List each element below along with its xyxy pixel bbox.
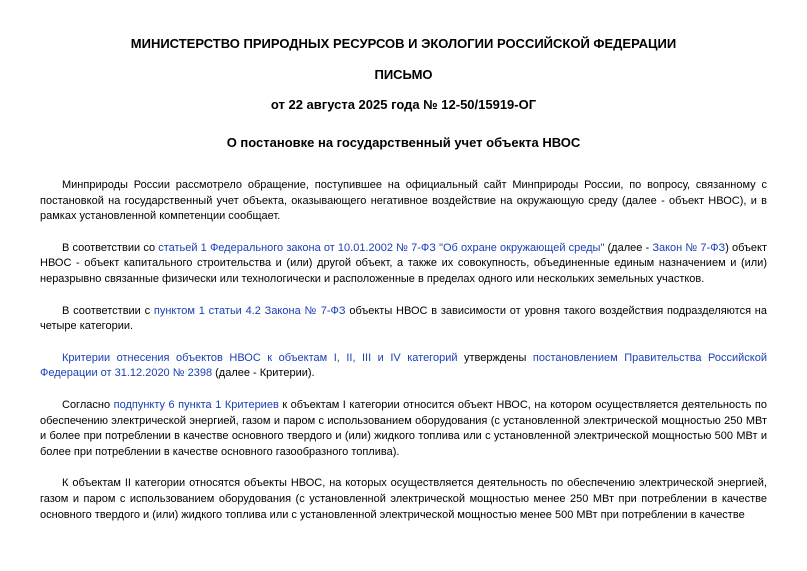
paragraph-5: [40, 398, 767, 460]
paragraph-6: [40, 476, 767, 523]
paragraph-5-text-2: к объектам I категории относится объект НВОС, на котором осуществляется деятельность по обеспечению электрической энергией, газом и паром с использованием оборудования (с установленной электрической мощностью 250 МВт и более при потреблении в качестве основного твердого и (или) жидкого топлива или с установленной электрической мощностью 500 МВт и более при потреблении в качестве основного газообразного топлива).: [40, 398, 768, 458]
paragraph-4: [40, 351, 767, 382]
paragraph-3: [40, 304, 767, 335]
paragraph-1: [40, 178, 767, 225]
document-body: [40, 35, 767, 523]
paragraph-4-text-2: (далее - Критерии).: [212, 367, 315, 380]
document-type: ПИСЬМО: [374, 67, 433, 82]
paragraph-6-text: К объектам II категории относятся объекты НВОС, на которых осуществляется деятельность по обеспечению электрической энергией, газом и паром с использованием оборудования (с установленной электрической мощностью менее 250 МВт при потреблении в качестве основного твердого и (или) жидкого топлива или с установленной электрической мощностью менее 500 МВт при потреблении в качестве: [40, 477, 767, 521]
law-7fz-link[interactable]: Закон № 7-ФЗ: [652, 241, 726, 254]
document-date-number: от 22 августа 2025 года № 12-50/15919-ОГ: [270, 97, 537, 112]
ministry-heading: МИНИСТЕРСТВО ПРИРОДНЫХ РЕСУРСОВ И ЭКОЛОГИИ РОССИЙСКОЙ ФЕДЕРАЦИИ: [130, 36, 677, 51]
law-article-1-link[interactable]: статьей 1 Федерального закона от 10.01.2002 № 7-ФЗ "Об охране окружающей среды": [158, 241, 605, 254]
criteria-subpoint-6-link[interactable]: подпункту 6 пункта 1 Критериев: [113, 398, 279, 411]
paragraph-3-text-2: объекты НВОС в зависимости от уровня такого воздействия подразделяются на четыре категории.: [40, 304, 767, 333]
government-decree-link[interactable]: постановлением Правительства Российской Федерации от 31.12.2020 № 2398: [40, 351, 767, 380]
paragraph-2-text-2: (далее -: [604, 241, 653, 254]
law-article-4-2-link[interactable]: пунктом 1 статьи 4.2 Закона № 7-ФЗ: [153, 304, 346, 317]
criteria-link[interactable]: Критерии отнесения объектов НВОС к объектам I, II, III и IV категорий: [62, 351, 458, 364]
paragraph-2-text-3: ) объект НВОС - объект капитального строительства и (или) другой объект, а также их совокупность, объединенные единым назначением и (или) неразрывно связанные физически или технологически и расположенные в пределах одного или нескольких земельных участков.: [40, 241, 768, 285]
paragraph-1-text: Минприроды России рассмотрело обращение, поступившее на официальный сайт Минприроды России, по вопросу, связанному с постановкой на государственный учет объекта, оказывающего негативное воздействие на окружающую среду (далее - объект НВОС), и в рамках установленной компетенции сообщает.: [40, 179, 767, 223]
paragraph-2-text-1: В соответствии со: [62, 241, 159, 254]
paragraph-5-text-1: Согласно: [62, 398, 114, 411]
paragraph-2: [40, 241, 767, 288]
paragraph-3-text-1: В соответствии с: [62, 304, 154, 317]
document-subject: О постановке на государственный учет объекта НВОС: [226, 135, 581, 150]
paragraph-4-text-1: утверждены: [457, 351, 533, 364]
